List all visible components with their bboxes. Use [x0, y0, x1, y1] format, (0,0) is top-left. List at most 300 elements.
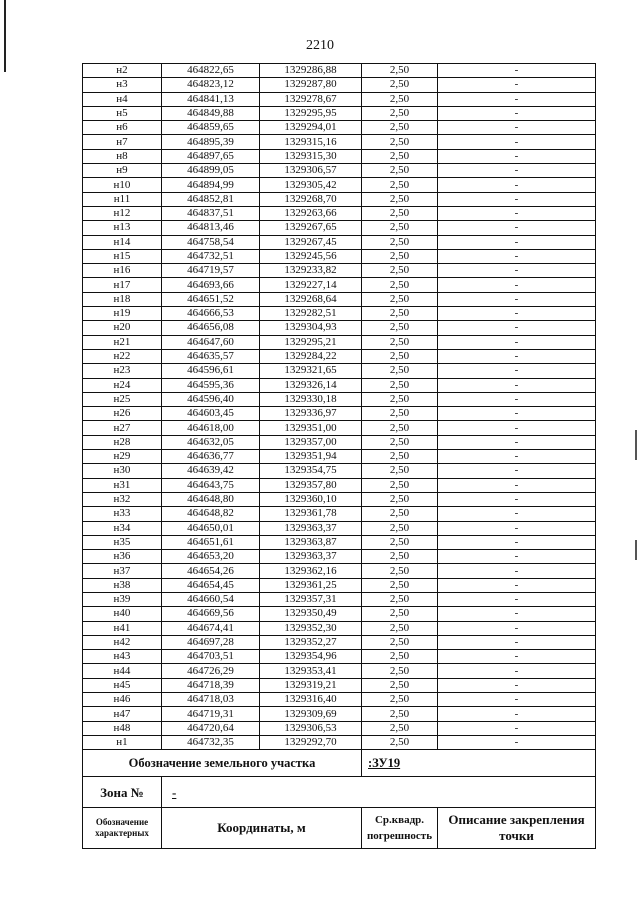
error-cell: 2,50 — [362, 707, 438, 721]
point-cell: н28 — [83, 435, 162, 449]
error-cell: 2,50 — [362, 450, 438, 464]
description-cell: - — [438, 464, 596, 478]
description-cell: - — [438, 378, 596, 392]
point-cell: н30 — [83, 464, 162, 478]
description-cell: - — [438, 335, 596, 349]
point-cell: н32 — [83, 492, 162, 506]
description-cell: - — [438, 292, 596, 306]
point-cell: н39 — [83, 592, 162, 606]
parcel-row — [83, 750, 596, 777]
error-cell: 2,50 — [362, 621, 438, 635]
y-coordinate-cell: 1329321,65 — [260, 364, 362, 378]
y-coordinate-cell: 1329357,31 — [260, 592, 362, 606]
y-coordinate-cell: 1329309,69 — [260, 707, 362, 721]
x-coordinate-cell: 464654,45 — [162, 578, 260, 592]
point-cell: н8 — [83, 149, 162, 163]
error-column-header: Ср.квадр. погрешность — [362, 808, 438, 849]
y-coordinate-cell: 1329282,51 — [260, 307, 362, 321]
x-coordinate-cell: 464822,65 — [162, 64, 260, 78]
point-cell: н23 — [83, 364, 162, 378]
x-coordinate-cell: 464660,54 — [162, 592, 260, 606]
error-cell: 2,50 — [362, 550, 438, 564]
y-coordinate-cell: 1329361,25 — [260, 578, 362, 592]
point-cell: н40 — [83, 607, 162, 621]
x-coordinate-cell: 464703,51 — [162, 650, 260, 664]
y-coordinate-cell: 1329363,37 — [260, 550, 362, 564]
error-cell: 2,50 — [362, 321, 438, 335]
error-cell: 2,50 — [362, 578, 438, 592]
error-cell: 2,50 — [362, 235, 438, 249]
table-row — [83, 535, 596, 549]
description-cell: - — [438, 206, 596, 220]
error-cell: 2,50 — [362, 507, 438, 521]
x-coordinate-cell: 464732,35 — [162, 735, 260, 749]
y-coordinate-cell: 1329316,40 — [260, 693, 362, 707]
points-column-header: Обозначение характерных — [83, 808, 162, 849]
table-row — [83, 292, 596, 306]
description-cell: - — [438, 621, 596, 635]
table-row — [83, 693, 596, 707]
description-cell: - — [438, 650, 596, 664]
y-coordinate-cell: 1329306,57 — [260, 164, 362, 178]
x-coordinate-cell: 464643,75 — [162, 478, 260, 492]
description-cell: - — [438, 221, 596, 235]
table-row — [83, 721, 596, 735]
table-row — [83, 707, 596, 721]
table-row — [83, 149, 596, 163]
error-cell: 2,50 — [362, 378, 438, 392]
y-coordinate-cell: 1329267,45 — [260, 235, 362, 249]
table-row — [83, 678, 596, 692]
error-cell: 2,50 — [362, 307, 438, 321]
description-cell: - — [438, 592, 596, 606]
description-column-header: Описание закрепления точки — [438, 808, 596, 849]
y-coordinate-cell: 1329326,14 — [260, 378, 362, 392]
x-coordinate-cell: 464697,28 — [162, 635, 260, 649]
x-coordinate-cell: 464654,26 — [162, 564, 260, 578]
error-cell: 2,50 — [362, 335, 438, 349]
x-coordinate-cell: 464635,57 — [162, 349, 260, 363]
y-coordinate-cell: 1329286,88 — [260, 64, 362, 78]
description-cell: - — [438, 521, 596, 535]
error-cell: 2,50 — [362, 249, 438, 263]
error-cell: 2,50 — [362, 206, 438, 220]
point-cell: н29 — [83, 450, 162, 464]
description-cell: - — [438, 235, 596, 249]
error-cell: 2,50 — [362, 492, 438, 506]
error-cell: 2,50 — [362, 721, 438, 735]
point-cell: н6 — [83, 121, 162, 135]
error-cell: 2,50 — [362, 135, 438, 149]
error-cell: 2,50 — [362, 149, 438, 163]
point-cell: н41 — [83, 621, 162, 635]
x-coordinate-cell: 464823,12 — [162, 78, 260, 92]
error-cell: 2,50 — [362, 264, 438, 278]
point-cell: н3 — [83, 78, 162, 92]
description-cell: - — [438, 149, 596, 163]
error-cell: 2,50 — [362, 421, 438, 435]
description-cell: - — [438, 106, 596, 120]
table-row — [83, 521, 596, 535]
point-cell: н13 — [83, 221, 162, 235]
error-cell: 2,50 — [362, 592, 438, 606]
page-number: 2210 — [306, 38, 334, 53]
y-coordinate-cell: 1329233,82 — [260, 264, 362, 278]
y-coordinate-cell: 1329357,80 — [260, 478, 362, 492]
table-row — [83, 64, 596, 78]
table-row — [83, 164, 596, 178]
description-cell: - — [438, 392, 596, 406]
description-cell: - — [438, 421, 596, 435]
x-coordinate-cell: 464849,88 — [162, 106, 260, 120]
table-row — [83, 278, 596, 292]
table-row — [83, 121, 596, 135]
description-cell: - — [438, 721, 596, 735]
zone-row — [83, 777, 596, 808]
table-row — [83, 621, 596, 635]
column-header-row — [83, 808, 596, 849]
x-coordinate-cell: 464719,57 — [162, 264, 260, 278]
x-coordinate-cell: 464648,82 — [162, 507, 260, 521]
table-row — [83, 178, 596, 192]
table-row — [83, 192, 596, 206]
error-cell: 2,50 — [362, 64, 438, 78]
x-coordinate-cell: 464596,61 — [162, 364, 260, 378]
error-cell: 2,50 — [362, 635, 438, 649]
table-row — [83, 450, 596, 464]
x-coordinate-cell: 464618,00 — [162, 421, 260, 435]
error-cell: 2,50 — [362, 106, 438, 120]
table-row — [83, 307, 596, 321]
x-coordinate-cell: 464899,05 — [162, 164, 260, 178]
x-coordinate-cell: 464897,65 — [162, 149, 260, 163]
x-coordinate-cell: 464639,42 — [162, 464, 260, 478]
error-cell: 2,50 — [362, 92, 438, 106]
table-row — [83, 607, 596, 621]
description-cell: - — [438, 564, 596, 578]
y-coordinate-cell: 1329363,37 — [260, 521, 362, 535]
y-coordinate-cell: 1329360,10 — [260, 492, 362, 506]
scan-edge-mark — [635, 430, 637, 460]
point-cell: н10 — [83, 178, 162, 192]
x-coordinate-cell: 464603,45 — [162, 407, 260, 421]
point-cell: н42 — [83, 635, 162, 649]
y-coordinate-cell: 1329350,49 — [260, 607, 362, 621]
error-cell: 2,50 — [362, 564, 438, 578]
x-coordinate-cell: 464656,08 — [162, 321, 260, 335]
zone-label: Зона № — [83, 777, 162, 808]
x-coordinate-cell: 464841,13 — [162, 92, 260, 106]
description-cell: - — [438, 64, 596, 78]
coordinates-table-body — [83, 64, 596, 750]
description-cell: - — [438, 635, 596, 649]
y-coordinate-cell: 1329351,00 — [260, 421, 362, 435]
description-cell: - — [438, 707, 596, 721]
point-cell: н14 — [83, 235, 162, 249]
error-cell: 2,50 — [362, 349, 438, 363]
x-coordinate-cell: 464693,66 — [162, 278, 260, 292]
table-row — [83, 407, 596, 421]
description-cell: - — [438, 192, 596, 206]
point-cell: н18 — [83, 292, 162, 306]
point-cell: н31 — [83, 478, 162, 492]
description-cell: - — [438, 535, 596, 549]
description-cell: - — [438, 121, 596, 135]
table-row — [83, 464, 596, 478]
table-row — [83, 206, 596, 220]
table-row — [83, 221, 596, 235]
description-cell: - — [438, 364, 596, 378]
point-cell: н25 — [83, 392, 162, 406]
table-row — [83, 507, 596, 521]
x-coordinate-cell: 464813,46 — [162, 221, 260, 235]
point-cell: н9 — [83, 164, 162, 178]
x-coordinate-cell: 464674,41 — [162, 621, 260, 635]
scan-edge-mark — [635, 540, 637, 560]
table-row — [83, 478, 596, 492]
table-row — [83, 650, 596, 664]
y-coordinate-cell: 1329315,30 — [260, 149, 362, 163]
error-cell: 2,50 — [362, 192, 438, 206]
table-row — [83, 392, 596, 406]
table-row — [83, 550, 596, 564]
coordinates-column-header: Координаты, м — [162, 808, 362, 849]
point-cell: н2 — [83, 64, 162, 78]
error-cell: 2,50 — [362, 521, 438, 535]
y-coordinate-cell: 1329305,42 — [260, 178, 362, 192]
x-coordinate-cell: 464726,29 — [162, 664, 260, 678]
point-cell: н19 — [83, 307, 162, 321]
y-coordinate-cell: 1329263,66 — [260, 206, 362, 220]
table-row — [83, 378, 596, 392]
x-coordinate-cell: 464632,05 — [162, 435, 260, 449]
y-coordinate-cell: 1329295,95 — [260, 106, 362, 120]
point-cell: н11 — [83, 192, 162, 206]
error-cell: 2,50 — [362, 221, 438, 235]
table-row — [83, 564, 596, 578]
point-cell: н37 — [83, 564, 162, 578]
error-cell: 2,50 — [362, 121, 438, 135]
x-coordinate-cell: 464648,80 — [162, 492, 260, 506]
table-row — [83, 435, 596, 449]
x-coordinate-cell: 464647,60 — [162, 335, 260, 349]
point-cell: н15 — [83, 249, 162, 263]
error-cell: 2,50 — [362, 164, 438, 178]
table-row — [83, 578, 596, 592]
zone-value: - — [162, 777, 596, 808]
description-cell: - — [438, 164, 596, 178]
point-cell: н35 — [83, 535, 162, 549]
y-coordinate-cell: 1329357,00 — [260, 435, 362, 449]
y-coordinate-cell: 1329354,96 — [260, 650, 362, 664]
description-cell: - — [438, 278, 596, 292]
table-row — [83, 135, 596, 149]
error-cell: 2,50 — [362, 735, 438, 749]
x-coordinate-cell: 464895,39 — [162, 135, 260, 149]
point-cell: н20 — [83, 321, 162, 335]
x-coordinate-cell: 464859,65 — [162, 121, 260, 135]
x-coordinate-cell: 464636,77 — [162, 450, 260, 464]
error-cell: 2,50 — [362, 535, 438, 549]
y-coordinate-cell: 1329354,75 — [260, 464, 362, 478]
x-coordinate-cell: 464758,54 — [162, 235, 260, 249]
description-cell: - — [438, 307, 596, 321]
description-cell: - — [438, 607, 596, 621]
table-row — [83, 664, 596, 678]
x-coordinate-cell: 464669,56 — [162, 607, 260, 621]
point-cell: н5 — [83, 106, 162, 120]
error-cell: 2,50 — [362, 78, 438, 92]
error-cell: 2,50 — [362, 464, 438, 478]
point-cell: н36 — [83, 550, 162, 564]
description-cell: - — [438, 578, 596, 592]
point-cell: н27 — [83, 421, 162, 435]
x-coordinate-cell: 464596,40 — [162, 392, 260, 406]
table-row — [83, 235, 596, 249]
description-cell: - — [438, 264, 596, 278]
table-row — [83, 635, 596, 649]
left-border-rule — [4, 0, 6, 72]
table-row — [83, 249, 596, 263]
y-coordinate-cell: 1329245,56 — [260, 249, 362, 263]
y-coordinate-cell: 1329352,27 — [260, 635, 362, 649]
table-row — [83, 92, 596, 106]
description-cell: - — [438, 678, 596, 692]
error-cell: 2,50 — [362, 607, 438, 621]
point-cell: н33 — [83, 507, 162, 521]
point-cell: н38 — [83, 578, 162, 592]
point-cell: н1 — [83, 735, 162, 749]
table-row — [83, 321, 596, 335]
table-row — [83, 421, 596, 435]
x-coordinate-cell: 464720,64 — [162, 721, 260, 735]
description-cell: - — [438, 249, 596, 263]
x-coordinate-cell: 464650,01 — [162, 521, 260, 535]
description-cell: - — [438, 492, 596, 506]
point-cell: н12 — [83, 206, 162, 220]
table-row — [83, 106, 596, 120]
y-coordinate-cell: 1329351,94 — [260, 450, 362, 464]
point-cell: н43 — [83, 650, 162, 664]
x-coordinate-cell: 464718,03 — [162, 693, 260, 707]
error-cell: 2,50 — [362, 292, 438, 306]
table-row — [83, 364, 596, 378]
point-cell: н17 — [83, 278, 162, 292]
point-cell: н45 — [83, 678, 162, 692]
y-coordinate-cell: 1329352,30 — [260, 621, 362, 635]
coordinates-table-footer — [83, 750, 596, 849]
table-row — [83, 492, 596, 506]
description-cell: - — [438, 693, 596, 707]
y-coordinate-cell: 1329268,64 — [260, 292, 362, 306]
x-coordinate-cell: 464718,39 — [162, 678, 260, 692]
x-coordinate-cell: 464894,99 — [162, 178, 260, 192]
description-cell: - — [438, 135, 596, 149]
x-coordinate-cell: 464651,61 — [162, 535, 260, 549]
description-cell: - — [438, 550, 596, 564]
x-coordinate-cell: 464719,31 — [162, 707, 260, 721]
point-cell: н46 — [83, 693, 162, 707]
description-cell: - — [438, 321, 596, 335]
x-coordinate-cell: 464666,53 — [162, 307, 260, 321]
error-cell: 2,50 — [362, 407, 438, 421]
description-cell: - — [438, 349, 596, 363]
x-coordinate-cell: 464852,81 — [162, 192, 260, 206]
description-cell: - — [438, 478, 596, 492]
error-cell: 2,50 — [362, 650, 438, 664]
y-coordinate-cell: 1329267,65 — [260, 221, 362, 235]
error-cell: 2,50 — [362, 392, 438, 406]
point-cell: н22 — [83, 349, 162, 363]
description-cell: - — [438, 435, 596, 449]
point-cell: н7 — [83, 135, 162, 149]
x-coordinate-cell: 464732,51 — [162, 249, 260, 263]
y-coordinate-cell: 1329304,93 — [260, 321, 362, 335]
y-coordinate-cell: 1329361,78 — [260, 507, 362, 521]
point-cell: н34 — [83, 521, 162, 535]
y-coordinate-cell: 1329278,67 — [260, 92, 362, 106]
error-cell: 2,50 — [362, 678, 438, 692]
description-cell: - — [438, 178, 596, 192]
point-cell: н26 — [83, 407, 162, 421]
table-row — [83, 264, 596, 278]
table-row — [83, 349, 596, 363]
y-coordinate-cell: 1329315,16 — [260, 135, 362, 149]
coordinates-table — [82, 63, 596, 849]
y-coordinate-cell: 1329294,01 — [260, 121, 362, 135]
x-coordinate-cell: 464653,20 — [162, 550, 260, 564]
parcel-label: Обозначение земельного участка — [83, 750, 362, 777]
y-coordinate-cell: 1329295,21 — [260, 335, 362, 349]
y-coordinate-cell: 1329284,22 — [260, 349, 362, 363]
error-cell: 2,50 — [362, 664, 438, 678]
y-coordinate-cell: 1329319,21 — [260, 678, 362, 692]
x-coordinate-cell: 464651,52 — [162, 292, 260, 306]
y-coordinate-cell: 1329363,87 — [260, 535, 362, 549]
x-coordinate-cell: 464837,51 — [162, 206, 260, 220]
point-cell: н21 — [83, 335, 162, 349]
y-coordinate-cell: 1329330,18 — [260, 392, 362, 406]
point-cell: н16 — [83, 264, 162, 278]
y-coordinate-cell: 1329268,70 — [260, 192, 362, 206]
point-cell: н44 — [83, 664, 162, 678]
error-cell: 2,50 — [362, 435, 438, 449]
error-cell: 2,50 — [362, 364, 438, 378]
parcel-value: :ЗУ19 — [362, 750, 596, 777]
y-coordinate-cell: 1329353,41 — [260, 664, 362, 678]
table-row — [83, 335, 596, 349]
y-coordinate-cell: 1329362,16 — [260, 564, 362, 578]
table-row — [83, 78, 596, 92]
point-cell: н24 — [83, 378, 162, 392]
table-row — [83, 735, 596, 749]
error-cell: 2,50 — [362, 278, 438, 292]
y-coordinate-cell: 1329292,70 — [260, 735, 362, 749]
x-coordinate-cell: 464595,36 — [162, 378, 260, 392]
point-cell: н48 — [83, 721, 162, 735]
error-cell: 2,50 — [362, 178, 438, 192]
description-cell: - — [438, 407, 596, 421]
description-cell: - — [438, 78, 596, 92]
table-row — [83, 592, 596, 606]
error-cell: 2,50 — [362, 478, 438, 492]
description-cell: - — [438, 450, 596, 464]
description-cell: - — [438, 735, 596, 749]
description-cell: - — [438, 664, 596, 678]
point-cell: н4 — [83, 92, 162, 106]
description-cell: - — [438, 92, 596, 106]
y-coordinate-cell: 1329306,53 — [260, 721, 362, 735]
